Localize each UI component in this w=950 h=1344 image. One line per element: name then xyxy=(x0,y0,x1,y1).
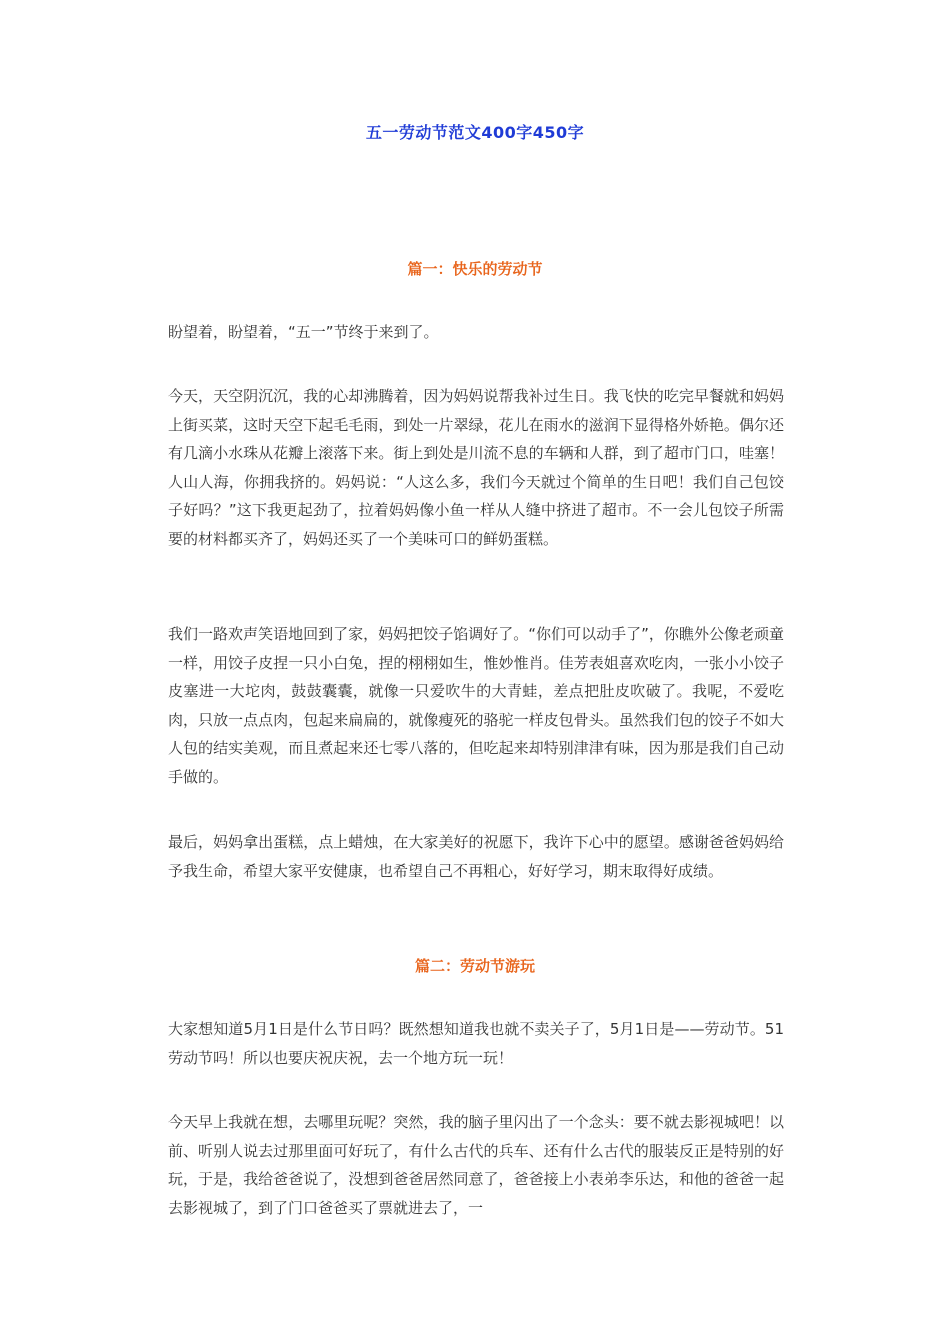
paragraph: 今天，天空阴沉沉，我的心却沸腾着，因为妈妈说帮我补过生日。我飞快的吃完早餐就和妈妈上街买菜，这时天空下起毛毛雨，到处一片翠绿，花儿在雨水的滋润下显得格外娇艳。偶尔还有几滴小水珠从花瓣上滚落下来。街上到处是川流不息的车辆和人群，到了超市门口，哇塞！人山人海，你拥我挤的。妈妈说：“人这么多，我们今天就过个简单的生日吧！我们自己包饺子好吗？”这下我更起劲了，拉着妈妈像小鱼一样从人缝中挤进了超市。不一会儿包饺子所需要的材料都买齐了，妈妈还买了一个美味可口的鲜奶蛋糕。 xyxy=(168,387,784,548)
section-heading-2: 篇二：劳动节游玩 xyxy=(414,957,535,975)
paragraph: 大家想知道5月1日是什么节日吗？既然想知道我也就不卖关子了，5月1日是——劳动节。51劳动节吗！所以也要庆祝庆祝，去一个地方玩一玩！ xyxy=(168,1020,784,1067)
paragraph: 最后，妈妈拿出蛋糕，点上蜡烛，在大家美好的祝愿下，我许下心中的愿望。感谢爸爸妈妈给予我生命，希望大家平安健康，也希望自己不再粗心，好好学习，期末取得好成绩。 xyxy=(168,833,784,880)
paragraph: 我们一路欢声笑语地回到了家，妈妈把饺子馅调好了。“你们可以动手了”，你瞧外公像老顽童一样，用饺子皮捏一只小白兔，捏的栩栩如生，惟妙惟肖。佳芳表姐喜欢吃肉，一张小小饺子皮塞进一大坨肉，鼓鼓囊囊，就像一只爱吹牛的大青蛙，差点把肚皮吹破了。我呢，不爱吃肉，只放一点点肉，包起来扁扁的，就像瘦死的骆驼一样皮包骨头。虽然我们包的饺子不如大人包的结实美观，而且煮起来还七零八落的，但吃起来却特别津津有味，因为那是我们自己动手做的。 xyxy=(168,625,784,786)
document-title: 五一劳动节范文400字450字 xyxy=(365,123,585,142)
paragraph: 盼望着，盼望着，“五一”节终于来到了。 xyxy=(168,323,439,341)
paragraph: 今天早上我就在想，去哪里玩呢？突然，我的脑子里闪出了一个念头：要不就去影视城吧！以前、听别人说去过那里面可好玩了，有什么古代的兵车、还有什么古代的服装反正是特别的好玩，于是，我给爸爸说了，没想到爸爸居然同意了，爸爸接上小表弟李乐达，和他的爸爸一起去影视城了，到了门口爸爸买了票就进去了，一 xyxy=(168,1113,784,1217)
section-heading-1: 篇一：快乐的劳动节 xyxy=(407,260,543,278)
